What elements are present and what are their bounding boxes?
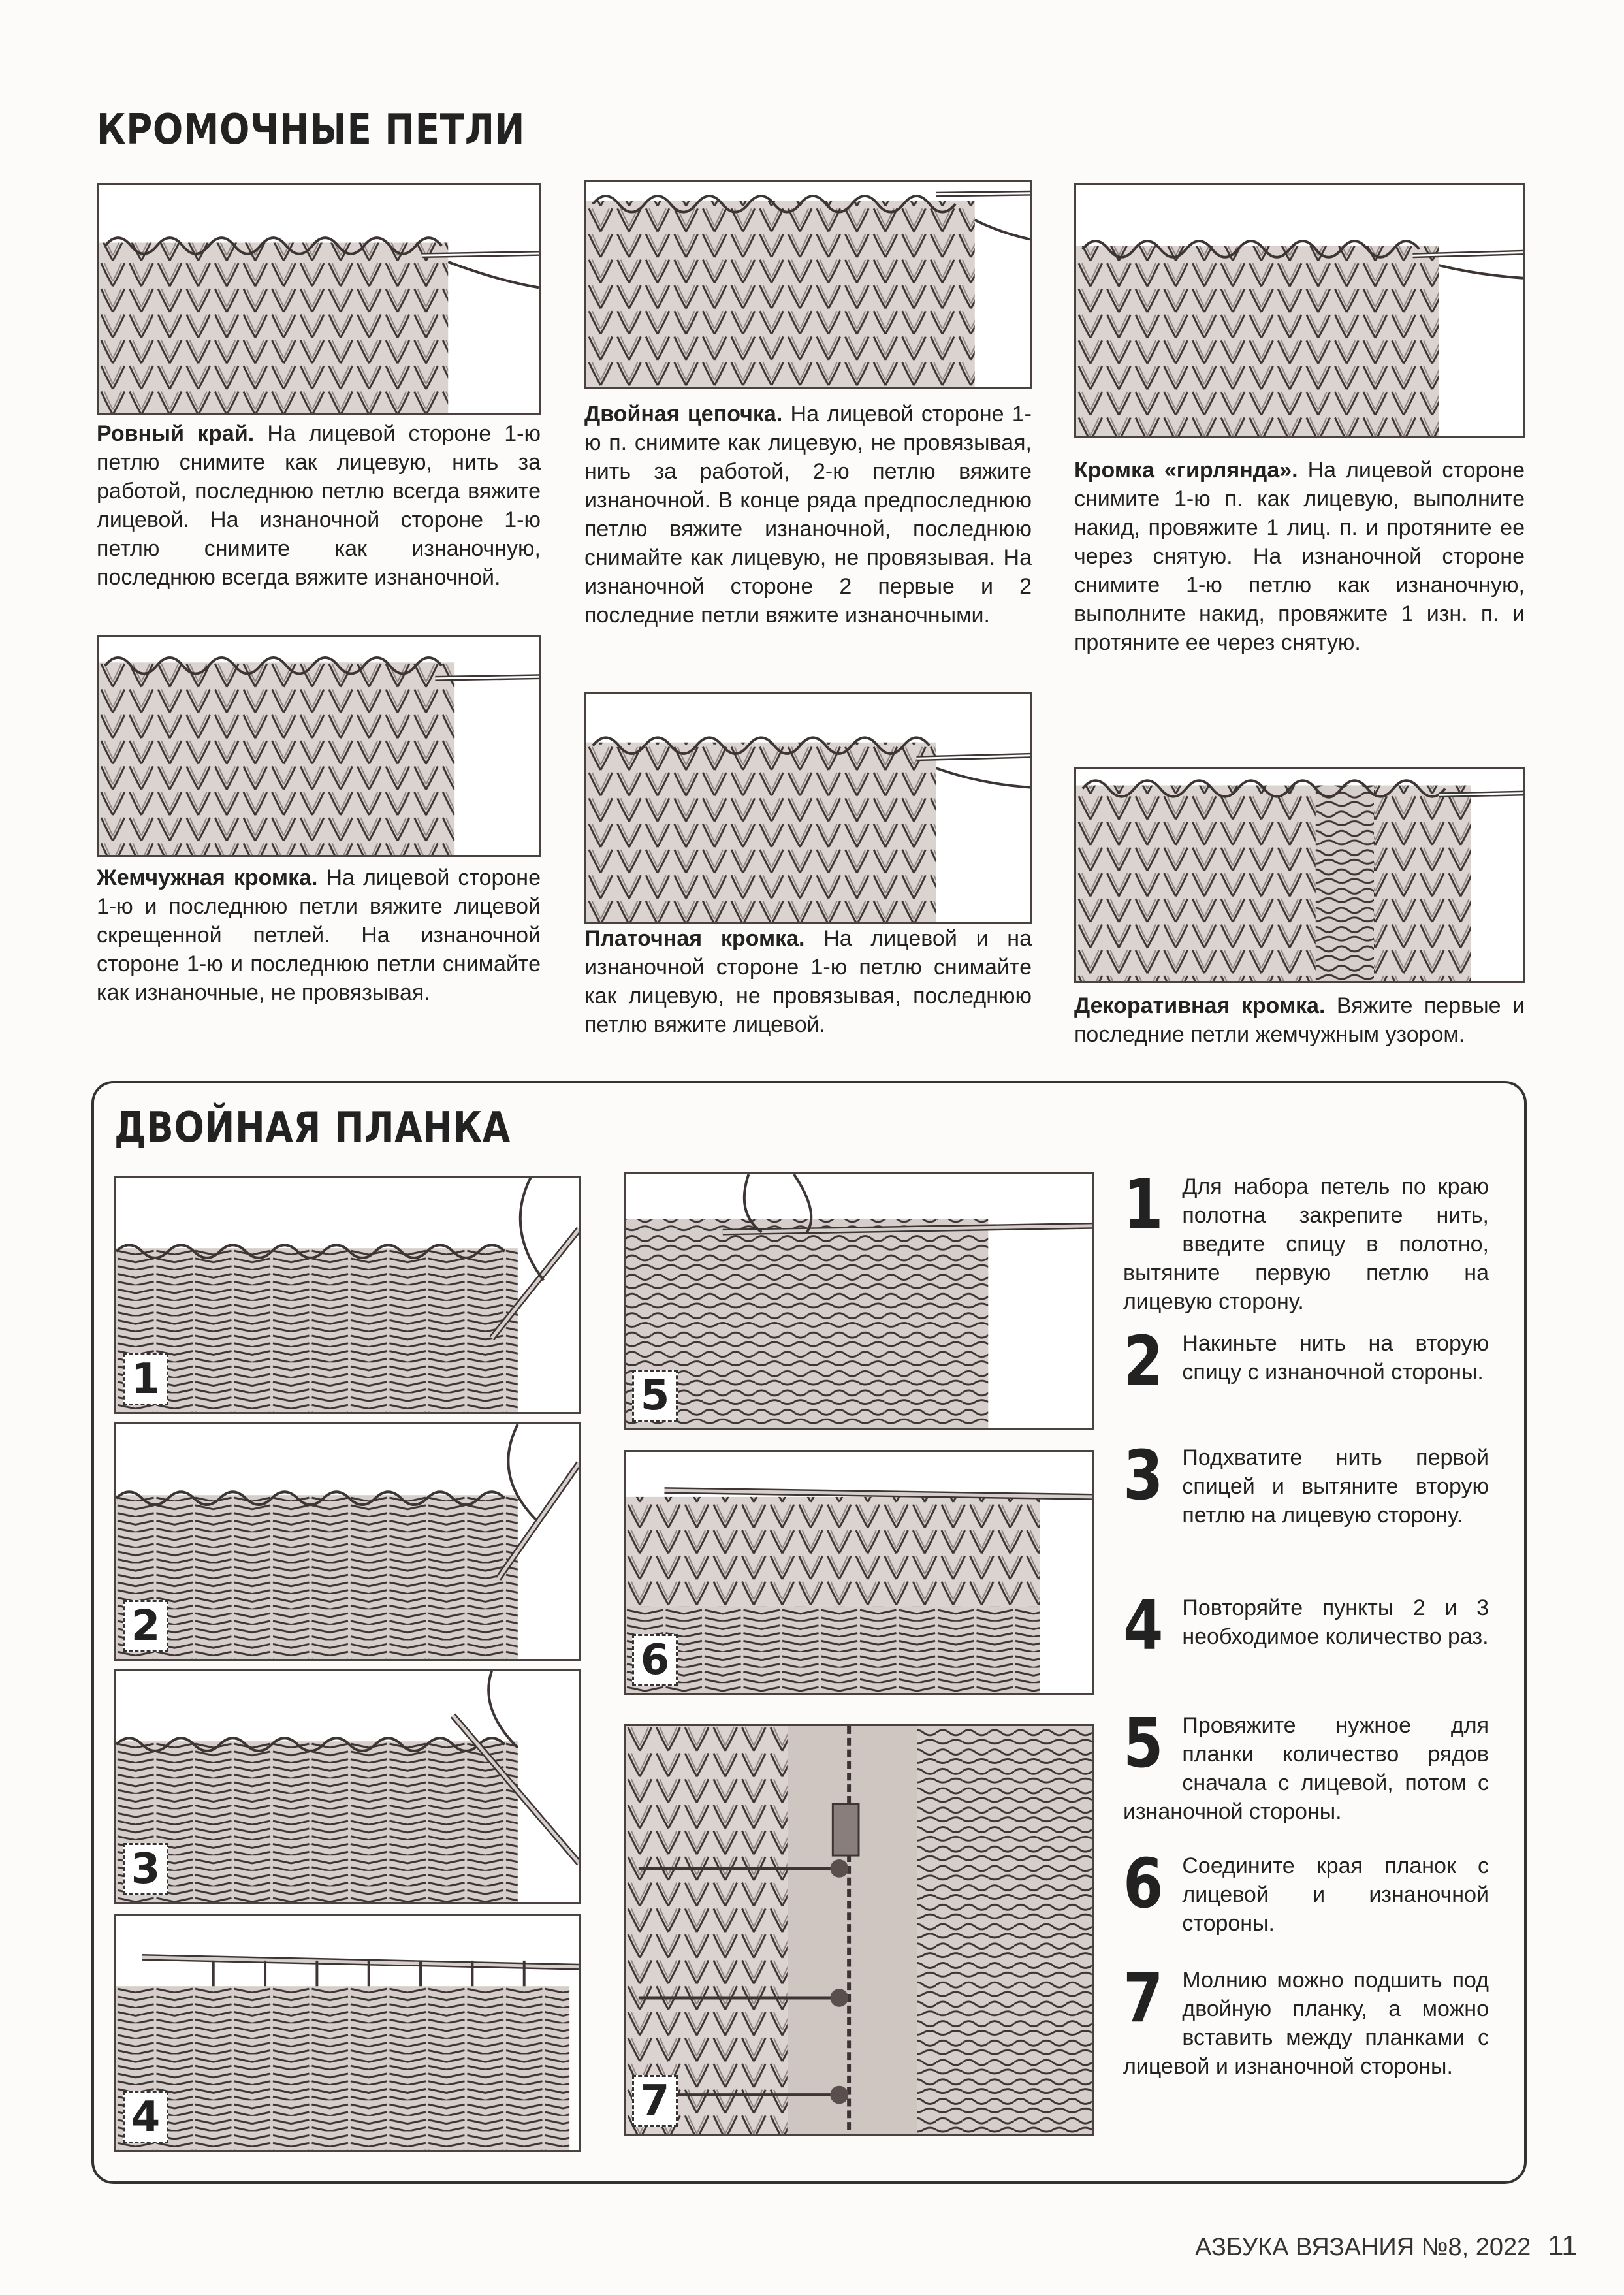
figure-6 — [624, 1450, 1094, 1695]
step-text: Соедините края планок с лицевой и изнаночной стороны. — [1182, 1854, 1489, 1936]
step-4 — [1123, 1586, 1489, 1665]
step-number: 6 — [1123, 1844, 1164, 1923]
illustration-decorative-edge — [1074, 767, 1525, 983]
caption-double-chain: Двойная цепочка. На лицевой стороне 1-ю п. снимите как лицевую, не провязывая, нить за работой, 2-ю петлю вяжите изнаночной. В конце ряда предпоследнюю петлю вяжите изнаночной, последнюю снимайте как лицевую, не провязывая. На изнаночной стороне 2 первые и 2 последние петли вяжите изнаночными. — [584, 402, 1032, 628]
caption-pearl-edge: Жемчужная кромка. На лицевой стороне 1-ю и последнюю петли вяжите лицевой скрещенной петлей. На изнаночной стороне 1-ю и последнюю петли снимайте как изнаночные, не провязывая. — [97, 865, 541, 1005]
step-number: 4 — [1123, 1586, 1164, 1665]
figure-7 — [624, 1724, 1094, 2136]
figure-4 — [114, 1914, 581, 2152]
figure-1 — [114, 1176, 581, 1414]
figure-number: 7 — [632, 2075, 678, 2127]
illustration-garter-edge — [584, 692, 1032, 924]
figure-number: 2 — [123, 1600, 168, 1652]
step-2 — [1123, 1321, 1489, 1401]
figure-number: 5 — [632, 1370, 678, 1422]
caption-garter-edge: Платочная кромка. На лицевой и на изнаночной стороне 1-ю петлю снимайте как лицевую, не провязывая, последнюю петлю вяжите лицевой. — [584, 926, 1032, 1037]
step-number: 3 — [1123, 1436, 1164, 1515]
figure-5 — [624, 1172, 1094, 1430]
figure-number: 6 — [632, 1634, 678, 1686]
caption-decorative-edge: Декоративная кромка. Вяжите первые и последние петли жемчужным узором. — [1074, 993, 1525, 1047]
step-text: Для набора петель по краю полотна закрепите нить, введите спицу в полотно, вытяните первую петлю на лицевую сторону. — [1123, 1174, 1489, 1314]
step-text: Накиньте нить на вторую спицу с изнаночной стороны. — [1182, 1331, 1489, 1385]
step-text: Повторяйте пункты 2 и 3 необходимое количество раз. — [1182, 1596, 1489, 1649]
footer-magazine: АЗБУКА ВЯЗАНИЯ №8, 2022 — [1195, 2234, 1531, 2261]
section-title-edge-stitches: КРОМОЧНЫЕ ПЕТЛИ — [97, 106, 526, 154]
step-text: Молнию можно подшить под двойную планку, а можно вставить между планками с лицевой и изнаночной стороны. — [1123, 1968, 1489, 2079]
illustration-double-chain — [584, 180, 1032, 389]
figure-number: 3 — [123, 1843, 168, 1895]
step-number: 7 — [1123, 1958, 1164, 2038]
figure-number: 4 — [123, 2091, 168, 2143]
figure-2 — [114, 1422, 581, 1661]
step-text: Провяжите нужное для планки количество рядов сначала с лицевой, потом с изнаночной стороны. — [1123, 1713, 1489, 1824]
figure-3 — [114, 1669, 581, 1904]
step-text: Подхватите нить первой спицей и вытяните вторую петлю на лицевую сторону. — [1182, 1445, 1489, 1528]
section-title-double-placket: ДВОЙНАЯ ПЛАНКА — [114, 1104, 511, 1152]
step-number: 5 — [1123, 1703, 1164, 1783]
illustration-even-edge — [97, 183, 541, 415]
step-3 — [1123, 1436, 1489, 1530]
step-7 — [1123, 1958, 1489, 2081]
illustration-garland-edge — [1074, 183, 1525, 438]
page-number: 11 — [1548, 2230, 1578, 2262]
illustration-pearl-edge — [97, 635, 541, 857]
step-5 — [1123, 1703, 1489, 1826]
figure-number: 1 — [123, 1353, 168, 1405]
caption-even-edge: Ровный край. На лицевой стороне 1-ю петлю снимите как лицевую, нить за работой, последнюю петлю всегда вяжите лицевой. На изнаночной стороне 1-ю петлю снимите как изнаночную, последнюю всегда вяжите изнаночной. — [97, 421, 541, 590]
step-6 — [1123, 1844, 1489, 1938]
step-number: 2 — [1123, 1321, 1164, 1401]
caption-garland-edge: Кромка «гирлянда». На лицевой стороне снимите 1-ю п. как лицевую, выполните накид, провяжите 1 лиц. п. и протяните ее через снятую. На изнаночной стороне снимите 1-ю петлю как изнаночную, выполните накид, провяжите 1 изн. п. и протяните ее через снятую. — [1074, 458, 1525, 655]
step-1 — [1123, 1164, 1489, 1316]
step-number: 1 — [1123, 1164, 1164, 1244]
